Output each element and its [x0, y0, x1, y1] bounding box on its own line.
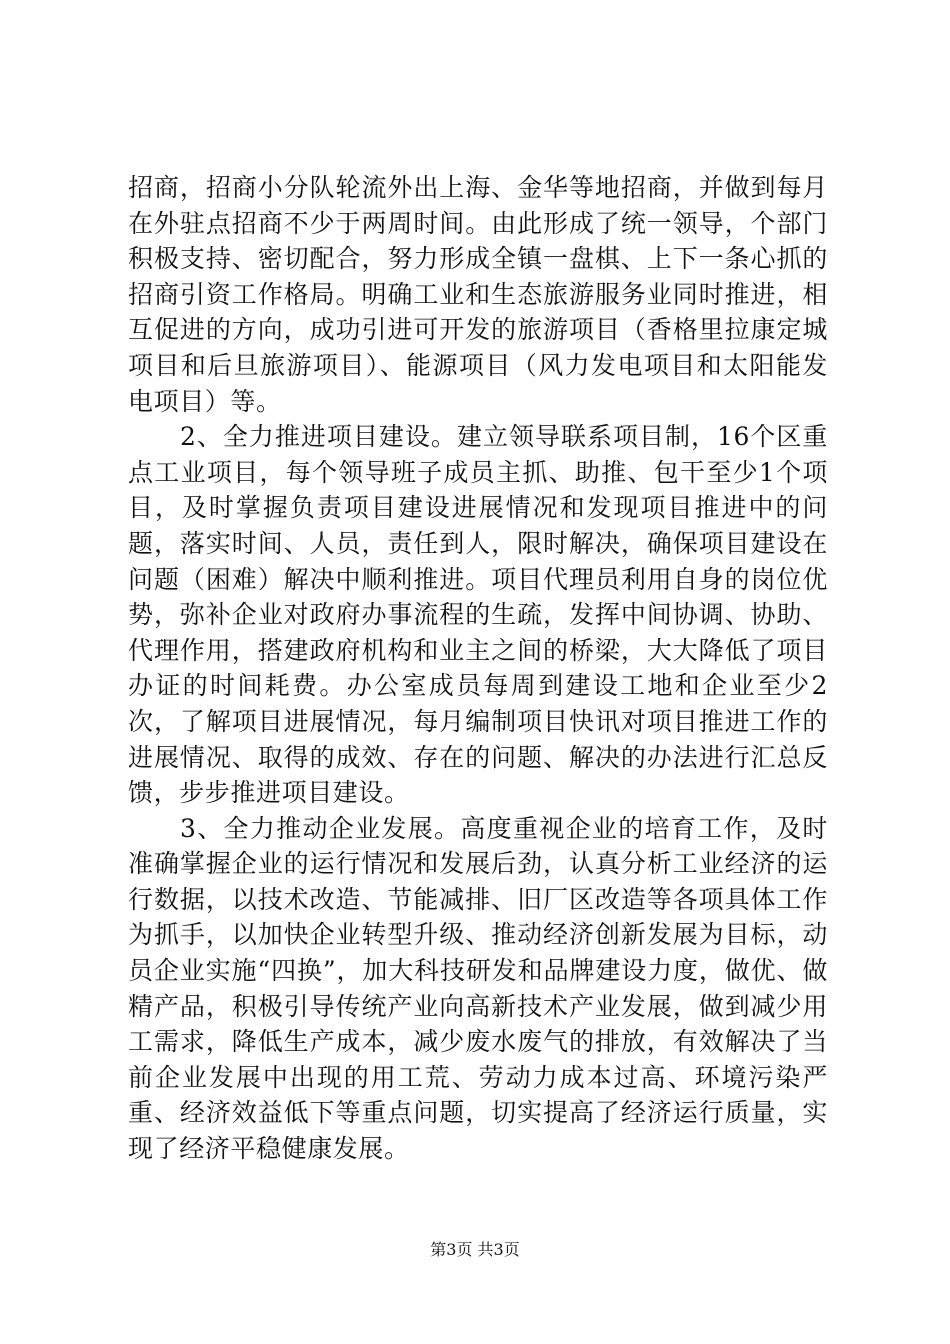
paragraph-project-construction: 2、全力推进项目建设。建立领导联系项目制，16个区重点工业项目，每个领导班子成员主抓、助推、包干至少1个项目，及时掌握负责项目建设进展情况和发现项目推进中的问题，落实时间、人员，责任到人，限时解决，确保项目建设在问题（困难）解决中顺利推进。项目代理员利用自身的岗位优势，弥补企业对政府办事流程的生疏，发挥中间协调、协助、代理作用，搭建政府机构和业主之间的桥梁，大大降低了项目办证的时间耗费。办公室成员每周到建设工地和企业至少2次，了解项目进展情况，每月编制项目快讯对项目推进工作的进展情况、取得的成效、存在的问题、解决的办法进行汇总反馈，步步推进项目建设。 — [128, 422, 828, 808]
document-body — [128, 170, 828, 1167]
paragraph-enterprise-development: 3、全力推动企业发展。高度重视企业的培育工作，及时准确掌握企业的运行情况和发展后劲，认真分析工业经济的运行数据，以技术改造、节能减排、旧厂区改造等各项具体工作为抓手，以加快企业转型升级、推动经济创新发展为目标，动员企业实施“四换”，加大科技研发和品牌建设力度，做优、做精产品，积极引导传统产业向高新技术产业发展，做到减少用工需求，降低生产成本，减少废水废气的排放，有效解决了当前企业发展中出现的用工荒、劳动力成本过高、环境污染严重、经济效益低下等重点问题，切实提高了经济运行质量，实现了经济平稳健康发展。 — [128, 813, 828, 1164]
paragraph-investment-attraction: 招商，招商小分队轮流外出上海、金华等地招商，并做到每月在外驻点招商不少于两周时间。由此形成了统一领导，个部门积极支持、密切配合，努力形成全镇一盘棋、上下一条心抓的招商引资工作格局。明确工业和生态旅游服务业同时推进，相互促进的方向，成功引进可开发的旅游项目（香格里拉康定城项目和后旦旅游项目）、能源项目（风力发电项目和太阳能发电项目）等。 — [128, 173, 828, 416]
page-footer: 第3页 共3页 — [430, 1240, 520, 1259]
